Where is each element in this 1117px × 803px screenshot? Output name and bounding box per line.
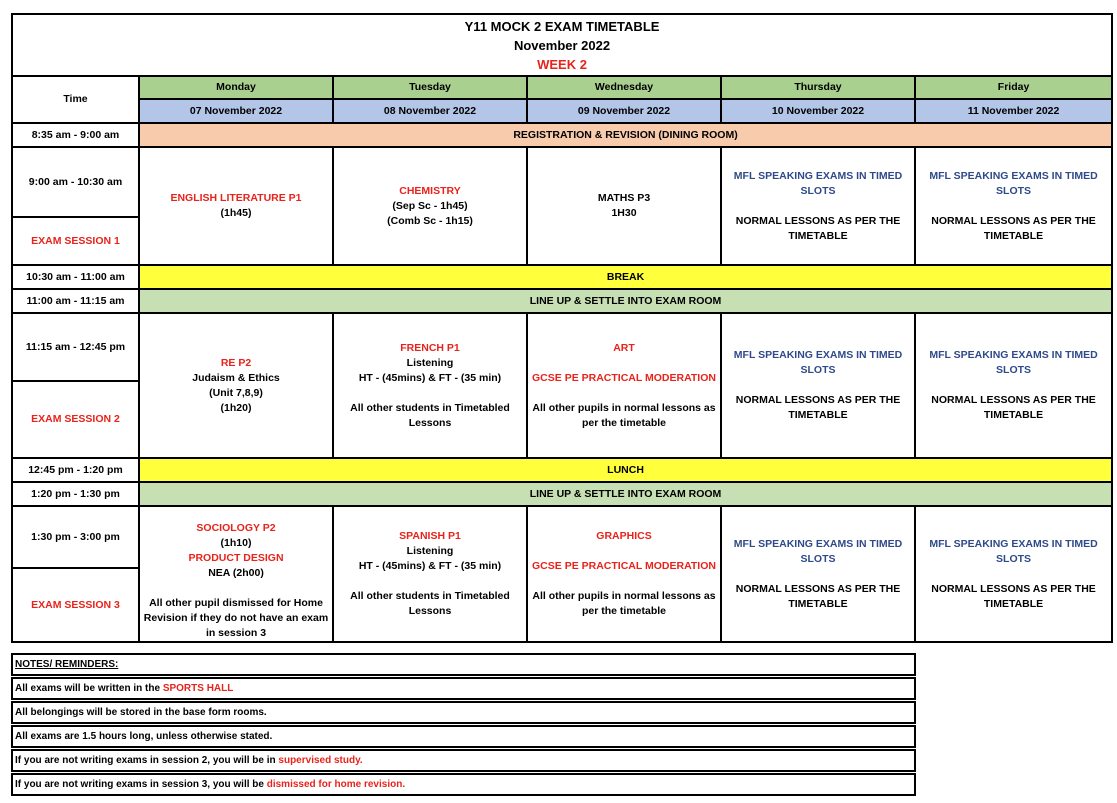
session1-label: EXAM SESSION 1 [12,217,139,265]
session3-wednesday-line1: All other pupils in normal lessons as per the timetable [532,590,716,617]
session2-tuesday-line2: HT - (45mins) & FT - (35 min) [358,371,502,384]
session2-monday-line3: (1h20) [220,401,252,414]
time-lineup1: 11:00 am - 11:15 am [12,289,139,313]
registration-banner: REGISTRATION & REVISION (DINING ROOM) [139,123,1112,147]
session2-friday-mfl: MFL SPEAKING EXAMS IN TIMED SLOTS [929,349,1098,376]
session3-thursday-mfl: MFL SPEAKING EXAMS IN TIMED SLOTS [733,537,903,565]
note-sports-hall-highlight: SPORTS HALL [162,683,234,694]
session3-monday-line2: NEA (2h00) [208,567,264,579]
note-session2-highlight: supervised study. [278,755,363,766]
session1-monday-subject: ENGLISH LITERATURE P1 [170,192,302,204]
session3-tuesday [333,506,527,642]
note-sports-hall [11,677,916,700]
session2-wednesday [527,313,721,458]
session1-tuesday-subject: CHEMISTRY [399,184,461,197]
session2-thursday-mfl: MFL SPEAKING EXAMS IN TIMED SLOTS [733,349,903,376]
session1-wednesday-line2: 1H30 [611,207,637,219]
note-session3-text: If you are not writing exams in session 3, you will be [15,779,267,790]
session3-monday-subject2: PRODUCT DESIGN [188,552,284,564]
time-session2: 11:15 am - 12:45 pm [12,313,139,381]
session3-wednesday-subject2: GCSE PE PRACTICAL MODERATION [532,560,716,572]
session2-monday [139,313,333,458]
day-tuesday: Tuesday [333,76,527,99]
session3-friday-mfl: MFL SPEAKING EXAMS IN TIMED SLOTS [929,537,1098,565]
session3-thursday [721,506,915,642]
session3-monday-line1: (1h10) [220,537,252,549]
time-break: 10:30 am - 11:00 am [12,265,139,289]
session3-tuesday-line1: Listening [406,545,454,557]
time-lineup2: 1:20 pm - 1:30 pm [12,482,139,506]
date-wednesday: 09 November 2022 [527,99,721,123]
session1-tuesday-line2: (Comb Sc - 1h15) [387,214,473,227]
session3-wednesday [527,506,721,642]
session2-tuesday-subject: FRENCH P1 [400,341,460,354]
time-lunch: 12:45 pm - 1:20 pm [12,458,139,482]
session2-monday-line1: Judaism & Ethics [192,371,280,384]
session1-tuesday [333,147,527,265]
lunch-banner: LUNCH [139,458,1112,482]
day-friday: Friday [915,76,1112,99]
session2-wednesday-subject: ART [613,341,635,354]
session3-monday [139,506,333,642]
note-sports-hall-text: All exams will be written in the [15,683,163,694]
session1-wednesday-line1: MATHS P3 [597,192,651,204]
date-monday: 07 November 2022 [139,99,333,123]
session2-monday-subject: RE P2 [220,356,252,369]
date-tuesday: 08 November 2022 [333,99,527,123]
break-banner: BREAK [139,265,1112,289]
session2-tuesday-line1: Listening [406,356,454,369]
week-label: WEEK 2 [537,56,587,72]
date-thursday: 10 November 2022 [721,99,915,123]
session2-tuesday [333,313,527,458]
session2-friday [915,313,1112,458]
session2-friday-normal: NORMAL LESSONS AS PER THE TIMETABLE [931,394,1096,421]
note-duration: All exams are 1.5 hours long, unless otherwise stated. [11,725,916,748]
session1-friday [915,147,1112,265]
session3-monday-subject: SOCIOLOGY P2 [196,522,276,534]
session3-friday-normal: NORMAL LESSONS AS PER THE TIMETABLE [931,582,1096,610]
session3-thursday-normal: NORMAL LESSONS AS PER THE TIMETABLE [735,582,901,610]
time-header: Time [12,76,139,123]
session1-monday [139,147,333,265]
session3-tuesday-line2: HT - (45mins) & FT - (35 min) [358,560,502,572]
note-session3 [11,773,916,796]
notes-heading: NOTES/ REMINDERS: [11,653,916,676]
session1-tuesday-line1: (Sep Sc - 1h45) [392,199,468,212]
page-title: Y11 MOCK 2 EXAM TIMETABLE [464,18,660,34]
session1-monday-duration: (1h45) [220,207,252,219]
page-month: November 2022 [513,37,611,53]
note-session2-text: If you are not writing exams in session 2, you will be in [15,755,279,766]
time-registration: 8:35 am - 9:00 am [12,123,139,147]
session3-monday-line3: All other pupil dismissed for Home Revision if they do not have an exam in session 3 [143,597,329,639]
note-session2 [11,749,916,772]
session2-monday-line2: (Unit 7,8,9) [209,386,263,399]
date-friday: 11 November 2022 [915,99,1112,123]
day-monday: Monday [139,76,333,99]
title-block [12,14,1112,76]
session1-thursday-normal: NORMAL LESSONS AS PER THE TIMETABLE [735,214,901,242]
session3-tuesday-line3: All other students in Timetabled Lessons [350,590,510,617]
session2-thursday [721,313,915,458]
day-wednesday: Wednesday [527,76,721,99]
time-session3: 1:30 pm - 3:00 pm [12,506,139,568]
time-session1: 9:00 am - 10:30 am [12,147,139,217]
lineup2-banner: LINE UP & SETTLE INTO EXAM ROOM [139,482,1112,506]
session3-wednesday-subject: GRAPHICS [596,530,652,542]
session2-tuesday-line3: All other students in Timetabled Lessons [350,401,510,429]
session3-friday [915,506,1112,642]
session3-tuesday-subject: SPANISH P1 [399,530,461,542]
session1-thursday [721,147,915,265]
session2-label: EXAM SESSION 2 [12,381,139,458]
note-session3-highlight: dismissed for home revision. [266,779,406,790]
day-thursday: Thursday [721,76,915,99]
session1-wednesday [527,147,721,265]
session1-friday-mfl: MFL SPEAKING EXAMS IN TIMED SLOTS [929,169,1098,197]
session3-label: EXAM SESSION 3 [12,568,139,642]
session2-thursday-normal: NORMAL LESSONS AS PER THE TIMETABLE [735,394,901,421]
lineup1-banner: LINE UP & SETTLE INTO EXAM ROOM [139,289,1112,313]
session2-wednesday-subject2: GCSE PE PRACTICAL MODERATION [532,371,716,384]
note-belongings: All belongings will be stored in the base form rooms. [11,701,916,724]
exam-timetable [11,13,1113,643]
session1-friday-normal: NORMAL LESSONS AS PER THE TIMETABLE [931,214,1096,242]
session2-wednesday-line1: All other pupils in normal lessons as per the timetable [532,401,716,429]
session1-thursday-mfl: MFL SPEAKING EXAMS IN TIMED SLOTS [733,169,903,197]
